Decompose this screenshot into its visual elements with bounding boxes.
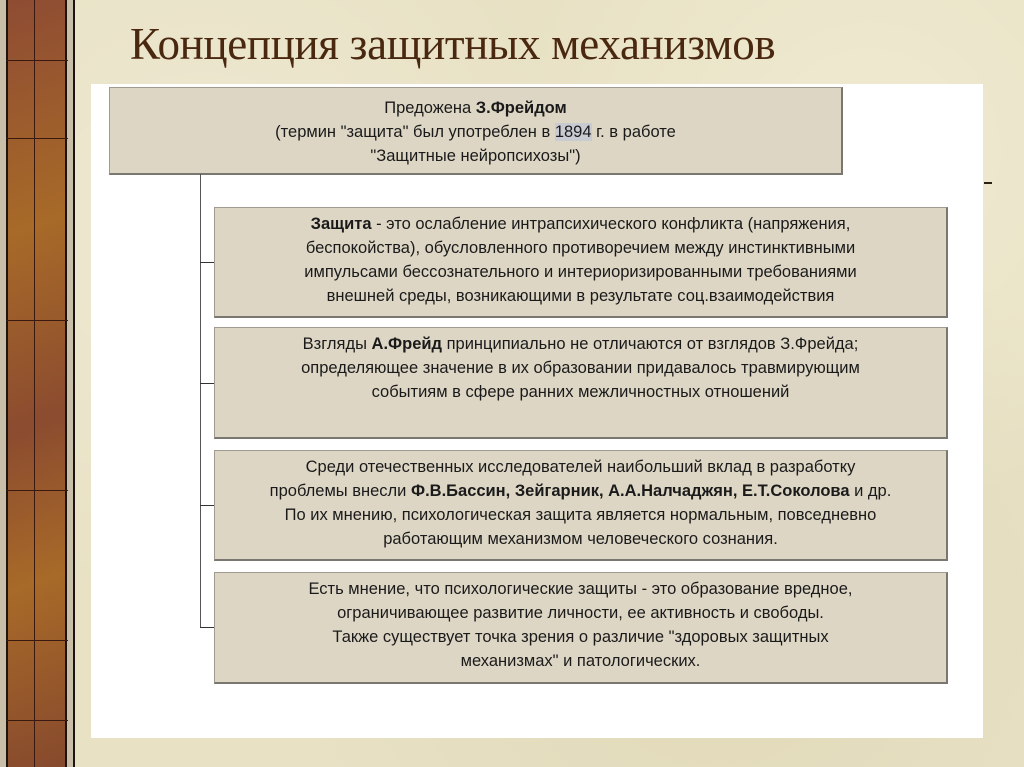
box-line: проблемы внесли Ф.В.Бассин, Зейгарник, А.А.Налчаджян, Е.Т.Соколова и др. xyxy=(269,482,892,500)
box-line: импульсами бессознательного и интериоризированными требованиями xyxy=(304,263,857,281)
tree-connector-branch xyxy=(200,262,214,263)
box-line: внешней среды, возникающими в результате соц.взаимодействия xyxy=(326,287,835,305)
root-line-1: Предожена З.Фрейдом xyxy=(384,99,567,117)
root-line-3: "Защитные нейропсихозы") xyxy=(370,147,581,165)
tree-connector-branch xyxy=(200,627,214,628)
box-line: Среди отечественных исследователей наибольший вклад в разработку xyxy=(305,458,856,476)
stray-dash-mark xyxy=(984,182,992,184)
root-line-2: (термин "защита" был употреблен в 1894 г. в работе xyxy=(275,123,676,141)
box-line: событиям в сфере ранних межличностных отношений xyxy=(371,383,790,401)
decorative-side-strip xyxy=(0,0,75,767)
box-line: работающим механизмом человеческого сознания. xyxy=(383,530,778,548)
tree-connector-vertical xyxy=(200,174,201,627)
strip-divider xyxy=(6,320,68,321)
strip-divider xyxy=(6,138,68,139)
strip-divider xyxy=(34,0,35,767)
root-box xyxy=(109,87,843,175)
tree-connector-branch xyxy=(200,383,214,384)
box-line: Также существует точка зрения о различие "здоровых защитных xyxy=(332,628,829,646)
author-name: З.Фрейдом xyxy=(475,99,567,117)
box-line: Защита - это ослабление интрапсихического конфликта (напряжения, xyxy=(310,215,851,233)
strip-divider xyxy=(6,720,68,721)
definition-box xyxy=(214,207,948,318)
strip-divider xyxy=(6,490,68,491)
box-line: ограничивающее развитие личности, ее активность и свободы. xyxy=(337,604,824,622)
tree-connector-branch xyxy=(200,505,214,506)
opinions-box xyxy=(214,572,948,684)
box-line: механизмах" и патологических. xyxy=(460,652,701,670)
box-line: определяющее значение в их образовании придавалось травмирующим xyxy=(301,359,860,377)
year-highlight: 1894 xyxy=(554,123,592,141)
box-line: Есть мнение, что психологические защиты - это образование вредное, xyxy=(308,580,853,598)
box-line: По их мнению, психологическая защита является нормальным, повседневно xyxy=(284,506,877,524)
strip-divider xyxy=(6,60,68,61)
box-line: беспокойства), обусловленного противоречием между инстинктивными xyxy=(305,239,856,257)
domestic-researchers-box xyxy=(214,450,948,561)
box-line: Взгляды А.Фрейд принципиально не отличаются от взглядов З.Фрейда; xyxy=(302,335,859,353)
slide-title: Концепция защитных механизмов xyxy=(130,19,776,69)
strip-divider xyxy=(6,640,68,641)
anna-freud-box xyxy=(214,327,948,439)
